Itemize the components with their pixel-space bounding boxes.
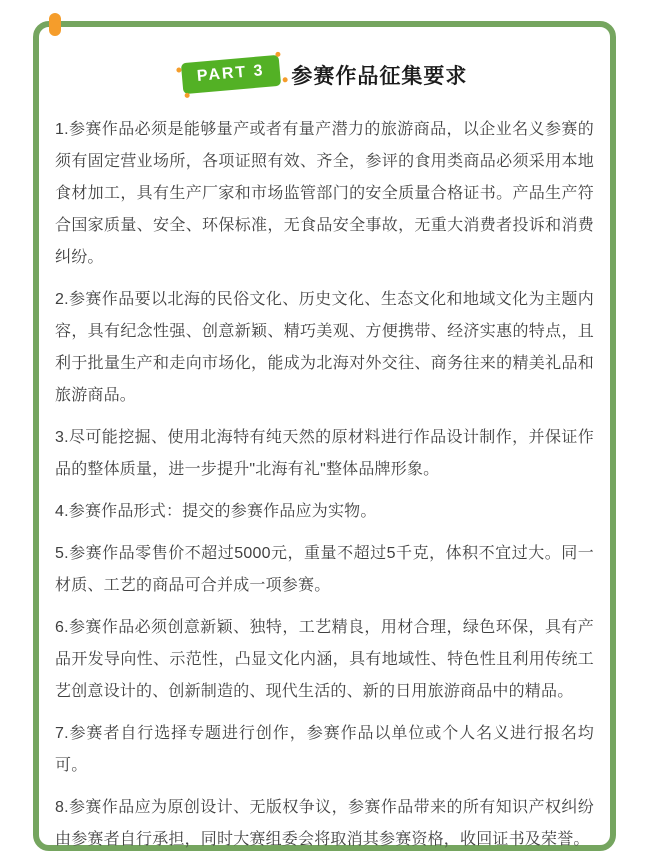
requirement-paragraph: 2.参赛作品要以北海的民俗文化、历史文化、生态文化和地域文化为主题内容，具有纪念性强、创意新颖、精巧美观、方便携带、经济实惠的特点，且利于批量生产和走向市场化，能成为北海对外交往、商务往来的精美礼品和旅游商品。	[55, 291, 594, 404]
part-badge-label: PART 3	[180, 55, 280, 94]
badge-dot-icon	[275, 52, 280, 57]
requirement-paragraph: 1.参赛作品必须是能够量产或者有量产潜力的旅游商品，以企业名义参赛的须有固定营业场所，各项证照有效、齐全，参评的食用类商品必须采用本地食材加工，具有生产厂家和市场监管部门的安全质量合格证书。产品生产符合国家质量、安全、环保标准，无食品安全事故，无重大消费者投诉和消费纠纷。	[55, 121, 594, 266]
badge-dot-icon	[176, 67, 181, 72]
requirements-list	[55, 114, 594, 856]
requirement-paragraph: 7.参赛者自行选择专题进行创作，参赛作品以单位或个人名义进行报名均可。	[55, 725, 594, 774]
section-title: 参赛作品征集要求	[291, 64, 468, 88]
section-header	[55, 59, 594, 90]
content-card	[33, 21, 616, 851]
requirement-paragraph: 3.尽可能挖掘、使用北海特有纯天然的原材料进行作品设计制作，并保证作品的整体质量，进一步提升"北海有礼"整体品牌形象。	[55, 429, 594, 478]
requirement-paragraph: 8.参赛作品应为原创设计、无版权争议，参赛作品带来的所有知识产权纠纷由参赛者自行承担，同时大赛组委会将取消其参赛资格，收回证书及荣誉。	[55, 799, 594, 848]
requirement-paragraph: 5.参赛作品零售价不超过5000元，重量不超过5千克，体积不宜过大。同一材质、工艺的商品可合并成一项参赛。	[55, 545, 594, 594]
requirement-paragraph: 4.参赛作品形式：提交的参赛作品应为实物。	[55, 503, 377, 520]
badge-dot-icon	[282, 77, 287, 82]
requirement-paragraph: 6.参赛作品必须创意新颖、独特，工艺精良，用材合理，绿色环保，具有产品开发导向性、示范性，凸显文化内涵，具有地域性、特色性且利用传统工艺创意设计的、创新制造的、现代生活的、新的日用旅游商品中的精品。	[55, 619, 594, 700]
pin-capsule-icon	[49, 13, 61, 36]
part-badge	[180, 55, 280, 94]
badge-dot-icon	[184, 93, 189, 98]
